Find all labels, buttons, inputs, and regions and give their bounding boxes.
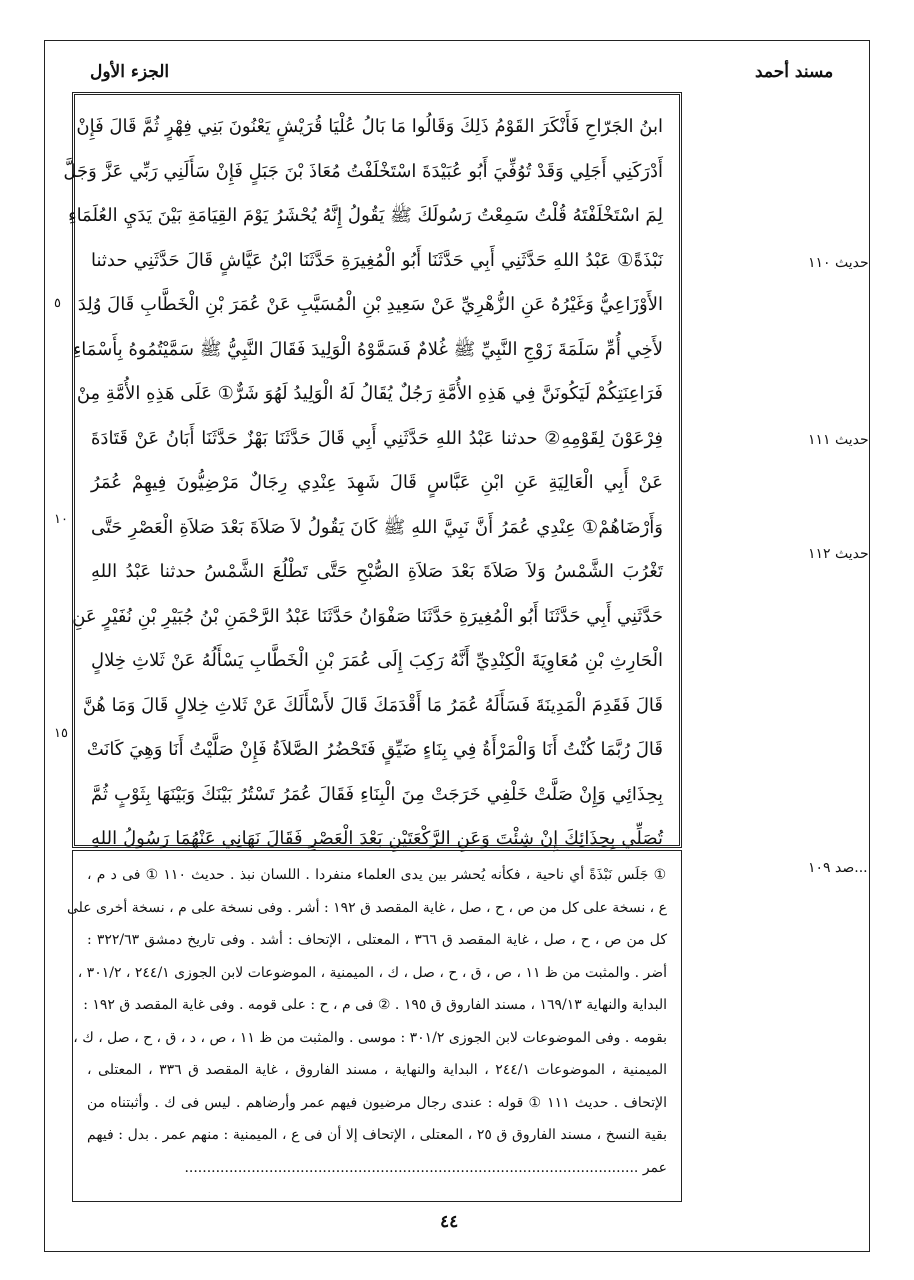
footnote-line: الإتحاف . حديث ١١١ ① قوله : عندى رجال مرضيون فيهم عمر وأرضاهم . ليس فى ك . وأثبتناه من [87,1094,667,1111]
footnotes-box [66,850,682,1202]
text-line: الْحَارِثِ بْنِ مُعَاوِيَةَ الْكِنْدِيِّ أَنَّهُ رَكِبَ إِلَى عُمَرَ بْنِ الْخَطَّابِ يَسْأَلُهُ عَنْ ثَلاثِ خِلالٍ [91,650,663,671]
text-line: تَغْرُبَ الشَّمْسُ وَلاَ صَلاَةَ بَعْدَ صَلاَةِ الصُّبْحِ حَتَّى تَطْلُعَ الشَّمْسُ حدثنا عَبْدُ اللهِ [91,561,663,582]
text-line: فَرَاعِنَتِكُمْ لَيَكُونَنَّ فِي هَذِهِ الأُمَّةِ رَجُلٌ يُقَالُ لَهُ الْوَلِيدُ لَهُوَ شَرٌّ① عَلَى هَذِهِ الأُمَّةِ مِنْ [76,383,663,404]
text-line: نَبْذَةً① عَبْدُ اللهِ حَدَّثَنِي أَبِي حَدَّثَنَا أَبُو الْمُغِيرَةِ حَدَّثَنَا ابْنُ عَيَّاشٍ قَالَ حَدَّثَنِي حدثنا [91,249,663,271]
footnote-line: عمر ...................................................................................................... [184,1159,667,1176]
main-text-box [63,92,682,849]
hadith-label-112: حديث ١١٢ [808,546,869,562]
page-ref-109: ...صد ١٠٩ [808,860,868,876]
text-line: قَالَ رُبَّمَا كُنْتُ أَنَا وَالْمَرْأَةُ فِي بِنَاءٍ ضَيِّقٍ فَتَحْضُرُ الصَّلاَةُ فَإِنْ صَلَّيْتُ أَنَا وَهِيَ كَانَتْ [86,739,663,760]
text-line: ابنُ الجَرّاحِ فَأَنْكَرَ القَوْمُ ذَلِكَ وَقَالُوا مَا بَالُ عُلْيَا قُرَيْشٍ يَعْنُونَ بَنِي فِهْرٍ ثُمَّ قَالَ فَإِنْ [76,116,663,137]
volume-label: الجزء الأول [90,62,170,82]
footnote-line: بقية النسخ ، مسند الفاروق ق ٢٥ ، المعتلى ، الإتحاف إلا أن فى ع ، الميمنية : منهم عمر . بدل : فيهم [87,1127,667,1143]
footnote-line: الميمنية ، الموضوعات ٢٤٤/١ ، البداية والنهاية ، مسند الفاروق ، غاية المقصد ق ٣٣٦ ، المعتلى ، [87,1062,667,1078]
text-line: تُصَلِّي بِحِذَائِكَ إِنْ شِئْتَ وَعَنِ الرَّكْعَتَيْنِ بَعْدَ الْعَصْرِ فَقَالَ نَهَانِي عَنْهُمَا رَسُولُ اللهِ [91,828,663,849]
text-line: وَأَرْضَاهُمْ① عِنْدِي عُمَرُ أَنَّ نَبِيَّ اللهِ ﷺ كَانَ يَقُولُ لاَ صَلاَةَ بَعْدَ صَلاَةِ الْعَصْرِ حَتَّى [91,516,663,538]
footnote-line: بقومه . وفى الموضوعات لابن الجوزى ٣٠١/٢ : موسى . والمثبت من ظ ١١ ، ص ، د ، ق ، ح ، صل ، ك ، [73,1029,667,1046]
text-line: أَدْرَكَنِي أَجَلِي وَقَدْ تُوُفِّيَ أَبُو عُبَيْدَةَ اسْتَخْلَفْتُ مُعَاذَ بْنَ جَبَلٍ فَإِنْ سَأَلَنِي رَبِّي عَزَّ وَجَلَّ [63,160,663,182]
page-number: ٤٤ [440,1212,459,1232]
hadith-label-110: حديث ١١٠ [808,255,869,271]
book-title: مسند أحمد [755,62,834,82]
line-number-10: ١٠ [54,512,68,527]
text-line: الأَوْزَاعِيُّ وَغَيْرُهُ عَنِ الزُّهْرِيِّ عَنْ سَعِيدِ بْنِ الْمُسَيَّبِ عَنْ عُمَرَ بْنِ الْخَطَّابِ قَالَ وُلِدَ [77,294,663,315]
footnote-line: أضر . والمثبت من ظ ١١ ، ص ، ق ، ح ، صل ، ك ، الميمنية ، الموضوعات لابن الجوزى ٢٤٤/١ ، ٣٠١/٢ ، [77,964,667,981]
footnote-line: كل من ص ، ح ، صل ، غاية المقصد ق ٣٦٦ ، المعتلى ، الإتحاف : أشد . وفى تاريخ دمشق ٣٢٢/٦٣ : [87,932,668,948]
text-line: حَدَّثَنِي أَبِي حَدَّثَنَا أَبُو الْمُغِيرَةِ حَدَّثَنَا صَفْوَانُ حَدَّثَنَا عَبْدُ الرَّحْمَنِ بْنُ جُبَيْرِ بْنِ نُفَيْرٍ عَنِ [72,605,663,627]
text-line: لِمَ اسْتَخْلَفْتَهُ قُلْتُ سَمِعْتُ رَسُولَكَ ﷺ يَقُولُ إِنَّهُ يُحْشَرُ يَوْمَ القِيَامَةِ بَيْنَ يَدَيِ العُلَمَاءِ [68,205,663,226]
footnote-line: البداية والنهاية ١٦٩/١٣ ، مسند الفاروق ق ١٩٥ . ② فى م ، ح : على قومه . وفى غاية المقصد ق ١٩٢ : [83,997,667,1013]
line-number-5: ٥ [54,296,61,311]
text-line: لأَخِي أُمِّ سَلَمَةَ زَوْجِ النَّبِيِّ ﷺ غُلامٌ فَسَمَّوْهُ الْوَلِيدَ فَقَالَ النَّبِيُّ ﷺ سَمَّيْتُمُوهُ بِأَسْمَاءِ [72,338,663,360]
footnote-line: ع ، نسخة على كل من ص ، ح ، صل ، غاية المقصد ق ١٩٢ : أشر . وفى نسخة على م ، نسخة أخرى على [66,899,667,916]
text-line: بِحِذَائِي وَإِنْ صَلَّتْ خَلْفِي خَرَجَتْ مِنَ الْبِنَاءِ فَقَالَ عُمَرُ تَسْتُرُ بَيْنَكَ وَبَيْنَهَا بِثَوْبٍ ثُمَّ [91,783,663,805]
hadith-label-111: حديث ١١١ [808,432,869,448]
line-number-15: ١٥ [54,726,68,741]
text-line: قَالَ فَقَدِمَ الْمَدِينَةَ فَسَأَلَهُ عُمَرُ مَا أَقْدَمَكَ قَالَ لأَسْأَلَكَ عَنْ ثَلاثِ خِلالٍ قَالَ وَمَا هُنَّ [82,694,663,716]
text-line: فِرْعَوْنَ لِقَوْمِهِ② حدثنا عَبْدُ اللهِ حَدَّثَنِي أَبِي قَالَ حَدَّثَنَا بَهْزٌ حَدَّثَنَا أَبَانُ عَنْ قَتَادَةَ [91,427,663,449]
text-line: عَنْ أَبِي الْعَالِيَةِ عَنِ ابْنِ عَبَّاسٍ قَالَ شَهِدَ عِنْدِي رِجَالٌ مَرْضِيُّونَ فِيهِمْ عُمَرُ [91,472,663,493]
footnote-line: ① جَلَس نَبْذَةً أي ناحية ، فكأنه يُحشر بين يدى العلماء منفردا . اللسان نبذ . حديث ١١٠ ① فى د م ، [87,867,667,883]
